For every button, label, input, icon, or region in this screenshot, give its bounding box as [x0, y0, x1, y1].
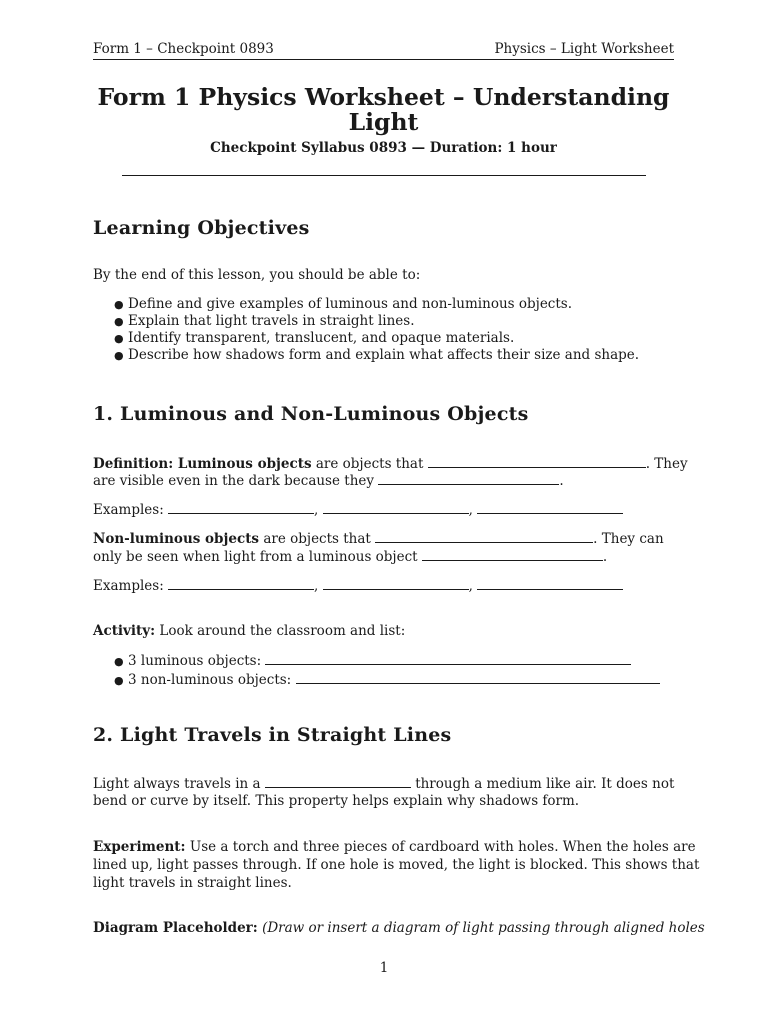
title-rule [122, 175, 646, 176]
bullet-icon: ● [114, 674, 124, 687]
activity-list [114, 651, 660, 689]
straight-lines-paragraph-line-2: bend or curve by itself. This property helps explain why shadows form. [93, 793, 580, 809]
bullet-icon: ● [114, 349, 124, 362]
diagram-placeholder: Diagram Placeholder: (Draw or insert a diagram of light passing through aligned holes [93, 920, 705, 936]
answer-blank[interactable] [168, 500, 314, 514]
section-2-heading: 2. Light Travels in Straight Lines [93, 724, 452, 746]
definition-label: Non-luminous objects [93, 531, 260, 547]
experiment-line-1: Experiment: Use a torch and three pieces of cardboard with holes. When the holes are [93, 839, 696, 855]
answer-blank[interactable] [265, 774, 411, 788]
non-luminous-definition: Non-luminous objects are objects that . They can [93, 531, 664, 547]
answer-blank[interactable] [428, 454, 646, 468]
answer-blank[interactable] [265, 651, 631, 665]
list-item: ● 3 non-luminous objects: [114, 670, 660, 689]
bullet-icon: ● [114, 298, 124, 311]
non-luminous-examples: Examples: , , [93, 576, 623, 595]
luminous-examples: Examples: , , [93, 500, 623, 519]
luminous-definition: Definition: Luminous objects are objects that . They [93, 456, 688, 472]
list-item: ● Explain that light travels in straight lines. [114, 313, 415, 329]
list-item: ● 3 luminous objects: [114, 651, 660, 670]
title-line-2: Light [348, 108, 419, 136]
bullet-icon: ● [114, 332, 124, 345]
answer-blank[interactable] [477, 500, 623, 514]
non-luminous-definition-line-2: only be seen when light from a luminous object . [93, 549, 608, 565]
activity-prompt: Activity: Look around the classroom and list: [93, 623, 406, 639]
answer-blank[interactable] [375, 529, 593, 543]
experiment-line-3: light travels in straight lines. [93, 875, 292, 891]
list-item: ● Describe how shadows form and explain what affects their size and shape. [114, 347, 640, 363]
title-line-1: Form 1 Physics Worksheet – Understanding [97, 83, 670, 111]
definition-label: Definition: Luminous objects [93, 456, 312, 472]
header-rule [93, 59, 674, 60]
answer-blank[interactable] [378, 471, 559, 485]
answer-blank[interactable] [422, 547, 603, 561]
answer-blank[interactable] [323, 500, 469, 514]
list-item: ● Identify transparent, translucent, and opaque materials. [114, 330, 515, 346]
bullet-icon: ● [114, 315, 124, 328]
answer-blank[interactable] [323, 576, 469, 590]
bullet-icon: ● [114, 655, 124, 668]
experiment-line-2: lined up, light passes through. If one hole is moved, the light is blocked. This shows that [93, 857, 700, 873]
list-item: ● Define and give examples of luminous and non-luminous objects. [114, 296, 573, 312]
running-header-left: Form 1 – Checkpoint 0893 [93, 41, 274, 57]
section-1-heading: 1. Luminous and Non-Luminous Objects [93, 403, 529, 425]
straight-lines-paragraph: Light always travels in a through a medium like air. It does not [93, 776, 675, 792]
luminous-definition-line-2: are visible even in the dark because they . [93, 473, 564, 489]
objectives-heading: Learning Objectives [93, 217, 310, 239]
answer-blank[interactable] [477, 576, 623, 590]
answer-blank[interactable] [296, 670, 660, 684]
page-number: 1 [379, 960, 389, 976]
objectives-intro: By the end of this lesson, you should be able to: [93, 267, 421, 283]
subtitle: Checkpoint Syllabus 0893 — Duration: 1 hour [210, 140, 557, 156]
running-header-right: Physics – Light Worksheet [494, 41, 674, 57]
objectives-list [114, 296, 639, 364]
answer-blank[interactable] [168, 576, 314, 590]
